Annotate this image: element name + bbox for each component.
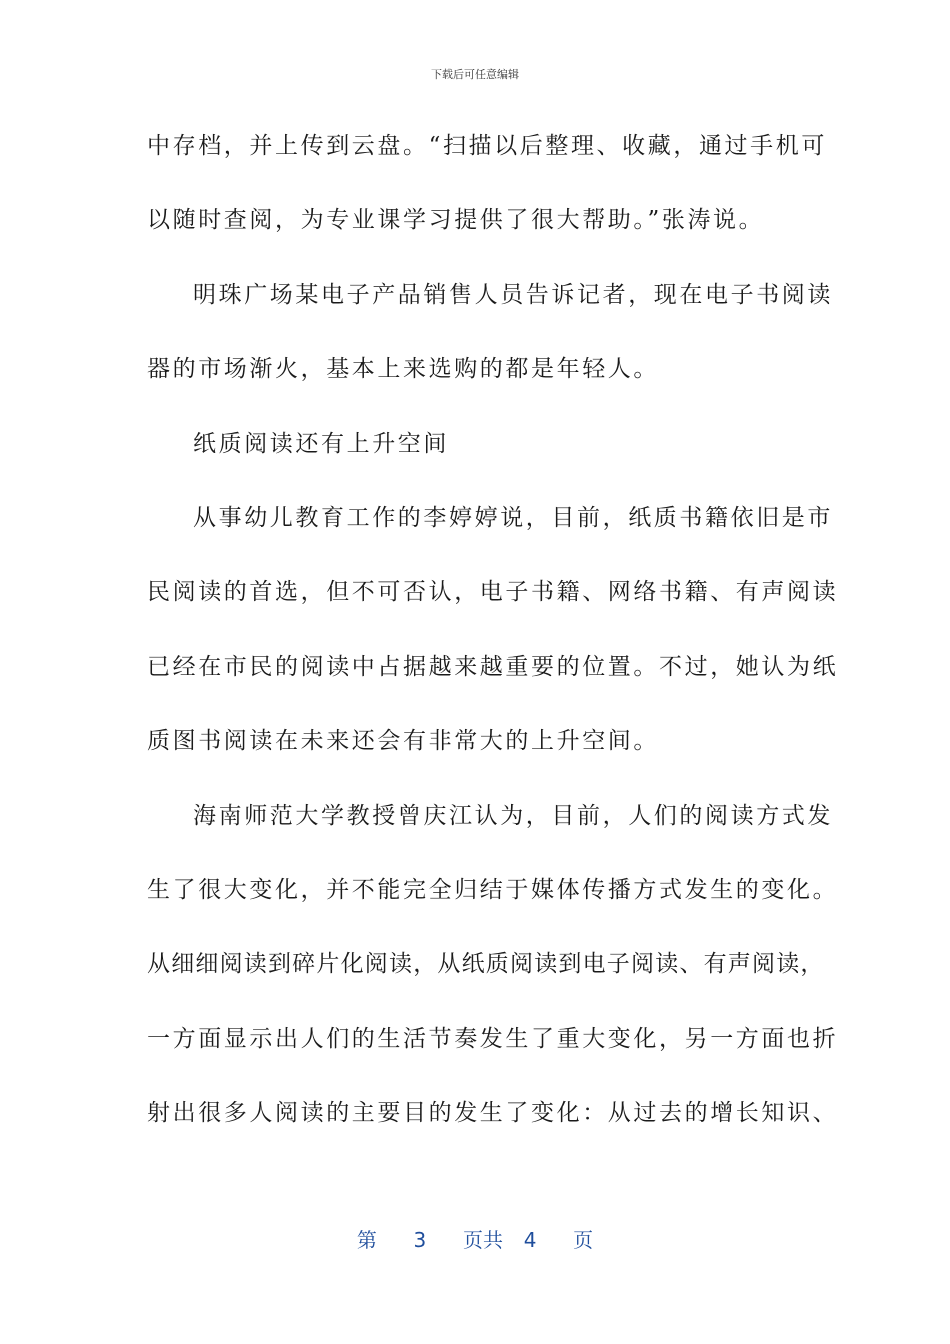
footer-suffix: 页 bbox=[573, 1228, 594, 1252]
footer-middle: 页共 bbox=[463, 1228, 503, 1252]
paragraph-start-line: 海南师范大学教授曾庆江认为，目前，人们的阅读方式发 bbox=[193, 802, 833, 829]
text-line: 射出很多人阅读的主要目的发生了变化：从过去的增长知识、 bbox=[147, 1100, 839, 1127]
total-page-number: 4 bbox=[523, 1228, 537, 1252]
page-footer bbox=[0, 1224, 950, 1253]
section-heading: 纸质阅读还有上升空间 bbox=[193, 430, 449, 457]
text-line: 一方面显示出人们的生活节奏发生了重大变化，另一方面也折 bbox=[147, 1025, 839, 1052]
current-page-number: 3 bbox=[413, 1228, 427, 1252]
page-header-note: 下载后可任意编辑 bbox=[431, 68, 519, 81]
text-line: 生了很大变化，并不能完全归结于媒体传播方式发生的变化。 bbox=[147, 876, 839, 903]
paragraph-start-line: 从事幼儿教育工作的李婷婷说，目前，纸质书籍依旧是市 bbox=[193, 504, 833, 531]
text-line: 中存档，并上传到云盘。“扫描以后整理、收藏，通过手机可 bbox=[147, 133, 827, 159]
footer-prefix: 第 bbox=[356, 1228, 377, 1252]
text-line: 已经在市民的阅读中占据越来越重要的位置。不过，她认为纸 bbox=[147, 653, 839, 680]
document-body bbox=[147, 118, 839, 1159]
text-line: 从细细阅读到碎片化阅读，从纸质阅读到电子阅读、有声阅读， bbox=[147, 951, 825, 978]
text-line: 民阅读的首选，但不可否认，电子书籍、网络书籍、有声阅读 bbox=[147, 579, 839, 606]
text-line: 器的市场渐火，基本上来选购的都是年轻人。 bbox=[147, 356, 659, 383]
text-line: 以随时查阅，为专业课学习提供了很大帮助。”张涛说。 bbox=[147, 207, 765, 234]
paragraph-start-line: 明珠广场某电子产品销售人员告诉记者，现在电子书阅读 bbox=[193, 281, 833, 308]
text-line: 质图书阅读在未来还会有非常大的上升空间。 bbox=[147, 728, 659, 755]
